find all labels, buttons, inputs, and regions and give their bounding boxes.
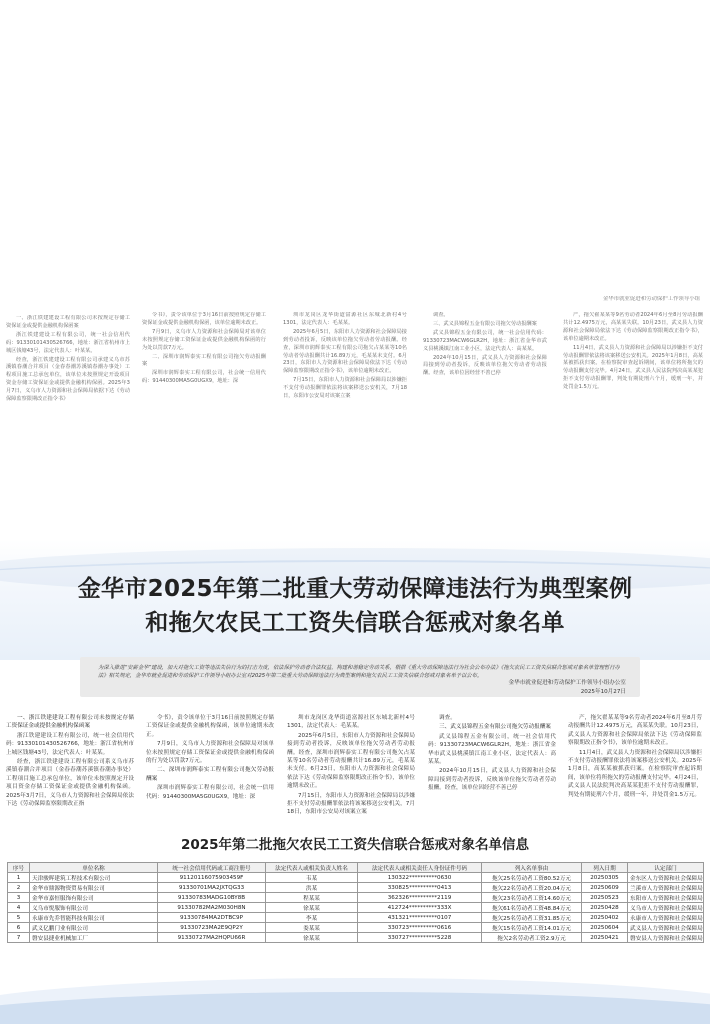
footer-wave-layer bbox=[0, 992, 710, 1024]
case-paragraph: 令书》，责令该单位于3月16日前按照规定存储工资保证金或提供金融机构保函，该单位逾期未改正。 bbox=[146, 715, 274, 738]
cell-date: 20250402 bbox=[582, 913, 628, 923]
intro-box bbox=[80, 657, 640, 697]
cell-date: 20250421 bbox=[582, 933, 628, 943]
cell-id-number: 431321**********0107 bbox=[358, 913, 482, 923]
cell-reason: 拖欠2名劳动者工资2.9万元 bbox=[482, 933, 582, 943]
cell-company: 金华市嘉恒服饰有限公司 bbox=[30, 893, 158, 903]
cell-id-number: 330727**********5228 bbox=[358, 933, 482, 943]
faded-paragraph: 令书》，责令该单位于3月16日前按照规定存储工资保证金或提供金融机构保函，该单位逾期未改正。 bbox=[142, 312, 266, 326]
cell-credit-code: 91330782MA2M030H8N bbox=[158, 903, 266, 913]
table-row bbox=[8, 903, 704, 913]
cell-company: 武义亿鹏门业有限公司 bbox=[30, 923, 158, 933]
case-paragraph: 产，拖欠翟某某等9名劳动者2024年6月至8月劳动报酬共计12.4975万元，高某某失联。10月23日，武义县人力资源和社会保障局依法下达《劳动保障监察限期改正指令书》，该单位逾期未改正。 bbox=[568, 715, 702, 747]
case-column-5 bbox=[568, 714, 702, 800]
case-heading: 三、武义县锦程五金有限公司拖欠劳动报酬案 bbox=[439, 724, 551, 731]
column-header: 统一社会信用代码或工商注册号 bbox=[158, 863, 266, 873]
cell-department: 东阳市人力资源和社会保障局 bbox=[628, 893, 704, 903]
case-heading: 一、浙江铁建建设工程有限公司未按规定存储工资保证金或提供金融机构保函案 bbox=[6, 715, 134, 730]
case-column-4 bbox=[428, 714, 556, 794]
table-row bbox=[8, 893, 704, 903]
faded-paragraph: 经查，浙江铁建建设工程有限公司承建义乌市苏溪镇春潮合并项目（金春春潮苏溪镇春潮办事处）工程项目施工总承包单位，该单位未按照规定开设项目资金存储工资保证金或提供金融机构保函。2025年3月7日，义乌市人力资源和社会保障局依据下达《劳动保障监察限期改正指令书》 bbox=[6, 356, 130, 403]
case-paragraph: 7月15日，东阳市人力资源和社会保障局以涉嫌拒不支付劳动报酬罪依法将该案移送公安机关，7月18日，东阳市公安局对该案立案 bbox=[287, 792, 415, 816]
cell-department: 兰溪市人力资源和社会保障局 bbox=[628, 883, 704, 893]
case-paragraph: 调查。 bbox=[439, 715, 456, 721]
cell-company: 金华市鼎源物资贸易有限公司 bbox=[30, 883, 158, 893]
faded-paragraph: 深圳市润辉泰实工程有限公司，社会统一信用代码：91440300MA5G0UGX9，地址：深 bbox=[142, 370, 266, 385]
cell-representative: 洪某 bbox=[266, 883, 358, 893]
cell-representative: 程某某 bbox=[266, 893, 358, 903]
cell-representative: 韦某 bbox=[266, 873, 358, 883]
case-paragraph: 深圳市润辉泰实工程有限公司，社会统一信用代码：91440300MA5G0UGX9，地址：深 bbox=[146, 785, 274, 800]
page-title-line-2: 和拖欠农民工工资失信联合惩戒对象名单 bbox=[145, 610, 565, 636]
faded-article-column-2 bbox=[142, 312, 266, 432]
cell-department: 义乌市人力资源和社会保障局 bbox=[628, 903, 704, 913]
typical-cases-section bbox=[0, 714, 710, 844]
cell-department: 金东区人力资源和社会保障局 bbox=[628, 873, 704, 883]
case-paragraph: 武义县锦程五金有限公司，统一社会信用代码：91330723MACW6GLR2H，地址：浙江省金华市武义县桃溪镇江南工业小区，法定代表人：高某某。 bbox=[428, 733, 556, 766]
cell-credit-code: 91330723MA2E9QP2Y bbox=[158, 923, 266, 933]
faded-paragraph: 11月4日，武义县人力资源和社会保障局以涉嫌拒不支付劳动报酬罪依法将该案移送公安机关。2025年1月8日，高某某被抓获归案。在检察院审查起诉期间，该单位将所拖欠的劳动报酬支付完毕。4月24日，武义县人民法院判决高某某犯拒不支付劳动报酬罪，判处有期徒刑六个月，缓刑一年，并处罚金1.5万元。 bbox=[563, 344, 703, 391]
cell-department: 永康市人力资源和社会保障局 bbox=[628, 913, 704, 923]
footer-wave-decoration bbox=[0, 960, 710, 1024]
cell-id-number: 130322**********0630 bbox=[358, 873, 482, 883]
faded-article-column-3 bbox=[283, 312, 407, 442]
faded-article-column-4 bbox=[423, 312, 547, 437]
table-row bbox=[8, 923, 704, 933]
cell-representative: 徐某某 bbox=[266, 903, 358, 913]
cell-credit-code: 91330701MA2JXTQG33 bbox=[158, 883, 266, 893]
cell-id-number: 412724**********333X bbox=[358, 903, 482, 913]
case-paragraph: 2025年6月5日，东阳市人力资源和社会保障局接到劳动者投诉，反映该单位拖欠劳动者劳动报酬。经查，深圳市润辉泰实工程有限公司拖欠占某某等10名劳动者劳动报酬共计16.89万元，毛某某未支付。6月23日，东阳市人力资源和社会保障局依法下达《劳动保障监察限期改正指令书》，该单位逾期未改正。 bbox=[287, 732, 415, 790]
cell-credit-code: 91120116075903459F bbox=[158, 873, 266, 883]
table-row bbox=[8, 913, 704, 923]
faded-signature: 金华市就业促进和劳动保护工作领导小组 bbox=[602, 296, 700, 302]
column-header: 列入名单事由 bbox=[482, 863, 582, 873]
cell-index: 6 bbox=[8, 923, 30, 933]
table-header-row bbox=[8, 863, 704, 873]
column-header: 序号 bbox=[8, 863, 30, 873]
case-paragraph: 11月4日，武义县人力资源和社会保障局以涉嫌拒不支付劳动报酬罪依法将该案移送公安机关。2025年1月8日，高某某被抓获归案。在检察院审查起诉期间，该单位将所拖欠的劳动报酬支付完毕。4月24日，武义县人民法院判决高某某犯拒不支付劳动报酬罪，判处有期徒刑六个月，缓刑一年，并处罚金1.5万元。 bbox=[568, 749, 702, 798]
cell-date: 20250305 bbox=[582, 873, 628, 883]
cell-id-number: 330825**********0413 bbox=[358, 883, 482, 893]
faded-paragraph: 调查。 bbox=[433, 312, 449, 318]
case-column-3 bbox=[287, 714, 415, 818]
cell-id-number: 362326**********2119 bbox=[358, 893, 482, 903]
cell-id-number: 330723**********0616 bbox=[358, 923, 482, 933]
column-header: 法定代表人或相关负责人姓名 bbox=[266, 863, 358, 873]
cell-reason: 拖欠23名劳动者工资14.60万元 bbox=[482, 893, 582, 903]
faded-signature-block bbox=[520, 296, 700, 306]
case-column-2 bbox=[146, 714, 274, 802]
cell-representative: 李某 bbox=[266, 913, 358, 923]
faded-paragraph: 浙江铁建建设工程有限公司，统一社会信用代码：91330101430526766，地址：浙江省杭州市上城区钱塘43号，法定代表人：叶某某。 bbox=[6, 331, 130, 354]
cell-company: 天津骏晖建筑工程技术有限公司 bbox=[30, 873, 158, 883]
table-row bbox=[8, 933, 704, 943]
faded-paragraph: 圳市龙岗区龙华街道富源社区东城北新村4号1301，法定代表人：毛某某。 bbox=[283, 312, 407, 326]
column-header: 列入日期 bbox=[582, 863, 628, 873]
faded-paragraph: 一、浙江铁建建设工程有限公司未按规定存储工资保证金或提供金融机构保函案 bbox=[6, 315, 130, 329]
page-title-line-1: 金华市2025年第二批重大劳动保障违法行为典型案例 bbox=[77, 576, 633, 602]
cell-reason: 拖欠61名劳动者工资48.84万元 bbox=[482, 903, 582, 913]
faded-paragraph: 7月15日，东阳市人力资源和社会保障局以涉嫌拒不支付劳动报酬罪依法将该案移送公安机关，7月18日，东阳市公安局对该案立案 bbox=[283, 377, 407, 400]
cell-credit-code: 91330784MA2DTBC9P bbox=[158, 913, 266, 923]
cell-company: 磐安县捷业机械加工厂 bbox=[30, 933, 158, 943]
faded-paragraph: 2025年6月5日，东阳市人力资源和社会保障局接到劳动者投诉，反映该单位拖欠劳动者劳动报酬。经查，深圳市润辉泰实工程有限公司拖欠占某某等10名劳动者劳动报酬共计16.89万元，毛某某未支付。6月23日，东阳市人力资源和社会保障局依法下达《劳动保障监察限期改正指令书》，该单位逾期未改正。 bbox=[283, 328, 407, 375]
blacklist-table-title: 2025年第二批拖欠农民工工资失信联合惩戒对象名单信息 bbox=[180, 837, 530, 853]
cell-date: 20250604 bbox=[582, 923, 628, 933]
faded-paragraph: 7月9日，义乌市人力资源和社会保障局对该单位未按照规定存储工资保证金或提供金融机构保函的行为处以罚款7万元。 bbox=[142, 328, 266, 351]
cell-department: 磐安县人力资源和社会保障局 bbox=[628, 933, 704, 943]
faded-article-column-1 bbox=[6, 315, 130, 445]
faded-paragraph: 产，拖欠翟某某等9名劳动者2024年6月至8月劳动报酬共计12.4975万元，高某某失联。10月23日，武义县人力资源和社会保障局依法下达《劳动保障监察限期改正指令书》，该单位逾期未改正。 bbox=[563, 312, 703, 342]
case-paragraph: 7月9日，义乌市人力资源和社会保障局对该单位未按照规定存储工资保证金或提供金融机构保函的行为处以罚款7万元。 bbox=[146, 741, 274, 765]
faded-article-column-5 bbox=[563, 312, 703, 442]
case-column-1 bbox=[6, 714, 134, 809]
table-row bbox=[8, 883, 704, 893]
cell-company: 永康市先乔智能科技有限公司 bbox=[30, 913, 158, 923]
cell-date: 20250523 bbox=[582, 893, 628, 903]
cell-credit-code: 91330783MADG10BY8B bbox=[158, 893, 266, 903]
case-paragraph: 浙江铁建建设工程有限公司，统一社会信用代码：91330101430526766，地址：浙江省杭州市上城区钱塘43号，法定代表人：叶某某。 bbox=[6, 732, 134, 756]
cell-representative: 徐某某 bbox=[266, 933, 358, 943]
cell-index: 3 bbox=[8, 893, 30, 903]
faded-paragraph: 三、武义县锦程五金有限公司拖欠劳动报酬案 bbox=[433, 320, 537, 327]
intro-issuer: 金华市就业促进和劳动保护工作领导小组办公室 bbox=[508, 680, 626, 686]
cell-reason: 拖欠25名劳动者工资80.52万元 bbox=[482, 873, 582, 883]
faded-paragraph: 武义县锦程五金有限公司，统一社会信用代码：91330723MACW6GLR2H，地址：浙江省金华市武义县桃溪镇江南工业小区，法定代表人：高某某。 bbox=[423, 329, 547, 352]
cell-reason: 拖欠25名劳动者工资31.85万元 bbox=[482, 913, 582, 923]
faded-paragraph: 2024年10月15日，武义县人力资源和社会保障局接到劳动者投诉，反映该单位拖欠劳动者劳动报酬。经查，该单位因经营不善已停 bbox=[423, 354, 547, 377]
cell-index: 4 bbox=[8, 903, 30, 913]
case-paragraph: 经查，浙江铁建建设工程有限公司系义乌市苏溪镇春潮合并项目（金春春潮苏溪镇春潮办事处）工程项目施工总承包单位，该单位未按照规定开设项目资金存储工资保证金或提供金融机构保函。2025年3月7日，义乌市人力资源和社会保障局依法下达《劳动保障监察限期改正指 bbox=[6, 759, 134, 808]
cell-index: 1 bbox=[8, 873, 30, 883]
cell-company: 义乌市悦服饰有限公司 bbox=[30, 903, 158, 913]
cell-credit-code: 91330727MA2HQPU66R bbox=[158, 933, 266, 943]
case-paragraph: 圳市龙岗区龙华街道富源社区东城北新村4号1301，法定代表人：毛某某。 bbox=[287, 715, 415, 730]
case-heading: 二、深圳市润辉泰实工程有限公司拖欠劳动报酬案 bbox=[146, 767, 274, 782]
intro-date: 2025年10月27日 bbox=[580, 689, 626, 695]
cell-representative: 娄某某 bbox=[266, 923, 358, 933]
cell-department: 武义县人力资源和社会保障局 bbox=[628, 923, 704, 933]
cell-reason: 拖欠15名劳动者工资14.01万元 bbox=[482, 923, 582, 933]
blacklist-table bbox=[7, 862, 704, 943]
column-header: 法定代表人或相关责任人身份证件号码 bbox=[358, 863, 482, 873]
table-row bbox=[8, 873, 704, 883]
cell-date: 20250609 bbox=[582, 883, 628, 893]
case-paragraph: 2024年10月15日，武义县人力资源和社会保障局接到劳动者投诉，反映该单位拖欠劳动者劳动报酬。经查，该单位因经营不善已停 bbox=[428, 768, 556, 792]
cell-date: 20250428 bbox=[582, 903, 628, 913]
cell-index: 5 bbox=[8, 913, 30, 923]
intro-text: 为深入推进“安薪金华”建设，加大对拖欠工资等违法失信行为的打击力度，依法保护劳动者合法权益，构建和谐稳定劳动关系，根据《重大劳动保障违法行为社会公布办法》《拖欠农民工工资失信联合惩戒对象名单管理暂行办法》相关规定，金华市就业促进和劳动保护工作领导小组办公室对2025年第二批重大劳动保障违法行为典型案例和拖欠农民工工资失信联合惩戒对象名单予以公布。 bbox=[98, 665, 620, 679]
cell-index: 2 bbox=[8, 883, 30, 893]
faded-paragraph: 二、深圳市润辉泰实工程有限公司拖欠劳动报酬案 bbox=[142, 353, 266, 368]
cell-index: 7 bbox=[8, 933, 30, 943]
column-header: 单位名称 bbox=[30, 863, 158, 873]
cell-reason: 拖欠22名劳动者工资20.04万元 bbox=[482, 883, 582, 893]
column-header: 认定部门 bbox=[628, 863, 704, 873]
